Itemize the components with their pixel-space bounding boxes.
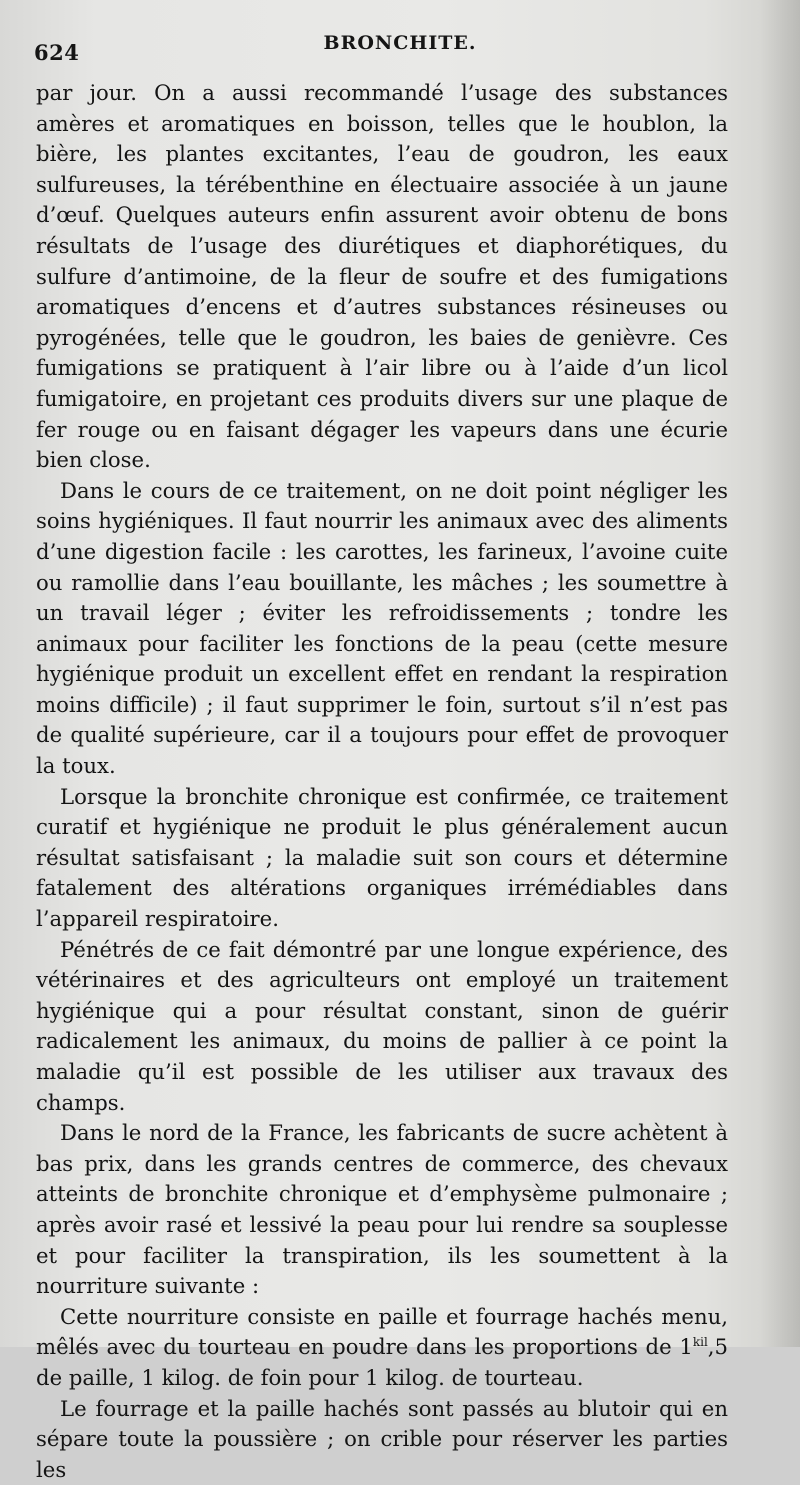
paragraph-6-text-before: Cette nourriture consiste en paille et fourrage hachés menu, mêlés avec du tourteau en poudre dans les proportions de 1 (36, 1303, 728, 1360)
paragraph-3: Lorsque la bronchite chronique est confirmée, ce traitement curatif et hygiénique ne produit le plus généralement aucun résultat satisfaisant ; la maladie suit son cours et détermine fatalement des altérations organiques irrémédiables dans l’appareil respiratoire. (36, 783, 728, 932)
paragraph-6-text-after: ,5 de paille, 1 kilog. de foin pour 1 kilog. de tourteau. (36, 1334, 728, 1390)
running-title: BRONCHITE. (323, 32, 477, 54)
page-edge-shadow (760, 0, 800, 1347)
page-number: 624 (34, 40, 80, 65)
paragraph-6 (36, 1302, 728, 1394)
page-header (34, 26, 766, 66)
paragraph-5: Dans le nord de la France, les fabricants de sucre achètent à bas prix, dans les grands centres de commerce, des chevaux atteints de bronchite chronique et d’emphysème pulmonaire ; après avoir rasé et lessivé la peau pour lui rendre sa souplesse et pour faciliter la transpiration, ils les soumettent à la nourriture suivante : (36, 1120, 728, 1299)
body-text (36, 78, 728, 1485)
paragraph-4: Pénétrés de ce fait démontré par une longue expérience, des vétérinaires et des agriculteurs ont employé un traitement hygiénique qui a pour résultat constant, sinon de guérir radicalement les animaux, du moins de pallier à ce point la maladie qu’il est possible de les utiliser aux travaux des champs. (36, 936, 728, 1115)
paragraph-7: Le fourrage et la paille hachés sont passés au blutoir qui en sépare toute la poussière ; on crible pour réserver les parties les (36, 1395, 728, 1482)
paragraph-2: Dans le cours de ce traitement, on ne doit point négliger les soins hygiéniques. Il faut nourrir les animaux avec des aliments d’une digestion facile : les carottes, les farineux, l’avoine cuite ou ramollie dans l’eau bouillante, les mâches ; les soumettre à un travail léger ; éviter les refroidissements ; tondre les animaux pour faciliter les fonctions de la peau (cette mesure hygiénique produit un excellent effet en rendant la respiration moins difficile) ; il faut supprimer le foin, surtout s’il n’est pas de qualité supérieure, car il a toujours pour effet de provoquer la toux. (36, 477, 728, 779)
kilogram-superscript: kil (692, 1335, 708, 1350)
paragraph-1: par jour. On a aussi recommandé l’usage des substances amères et aromatiques en boisson, telles que le houblon, la bière, les plantes excitantes, l’eau de goudron, les eaux sulfureuses, la térébenthine en électuaire associée à un jaune d’œuf. Quelques auteurs enfin assurent avoir obtenu de bons résultats de l’usage des diurétiques et diaphorétiques, du sulfure d’antimoine, de la fleur de soufre et des fumigations aromatiques d’encens et d’autres substances résineuses ou pyrogénées, telle que le goudron, les baies de genièvre. Ces fumigations se pratiquent à l’air libre ou à l’aide d’un licol fumigatoire, en projetant ces produits divers sur une plaque de fer rouge ou en faisant dégager les vapeurs dans une écurie bien close. (36, 80, 728, 473)
